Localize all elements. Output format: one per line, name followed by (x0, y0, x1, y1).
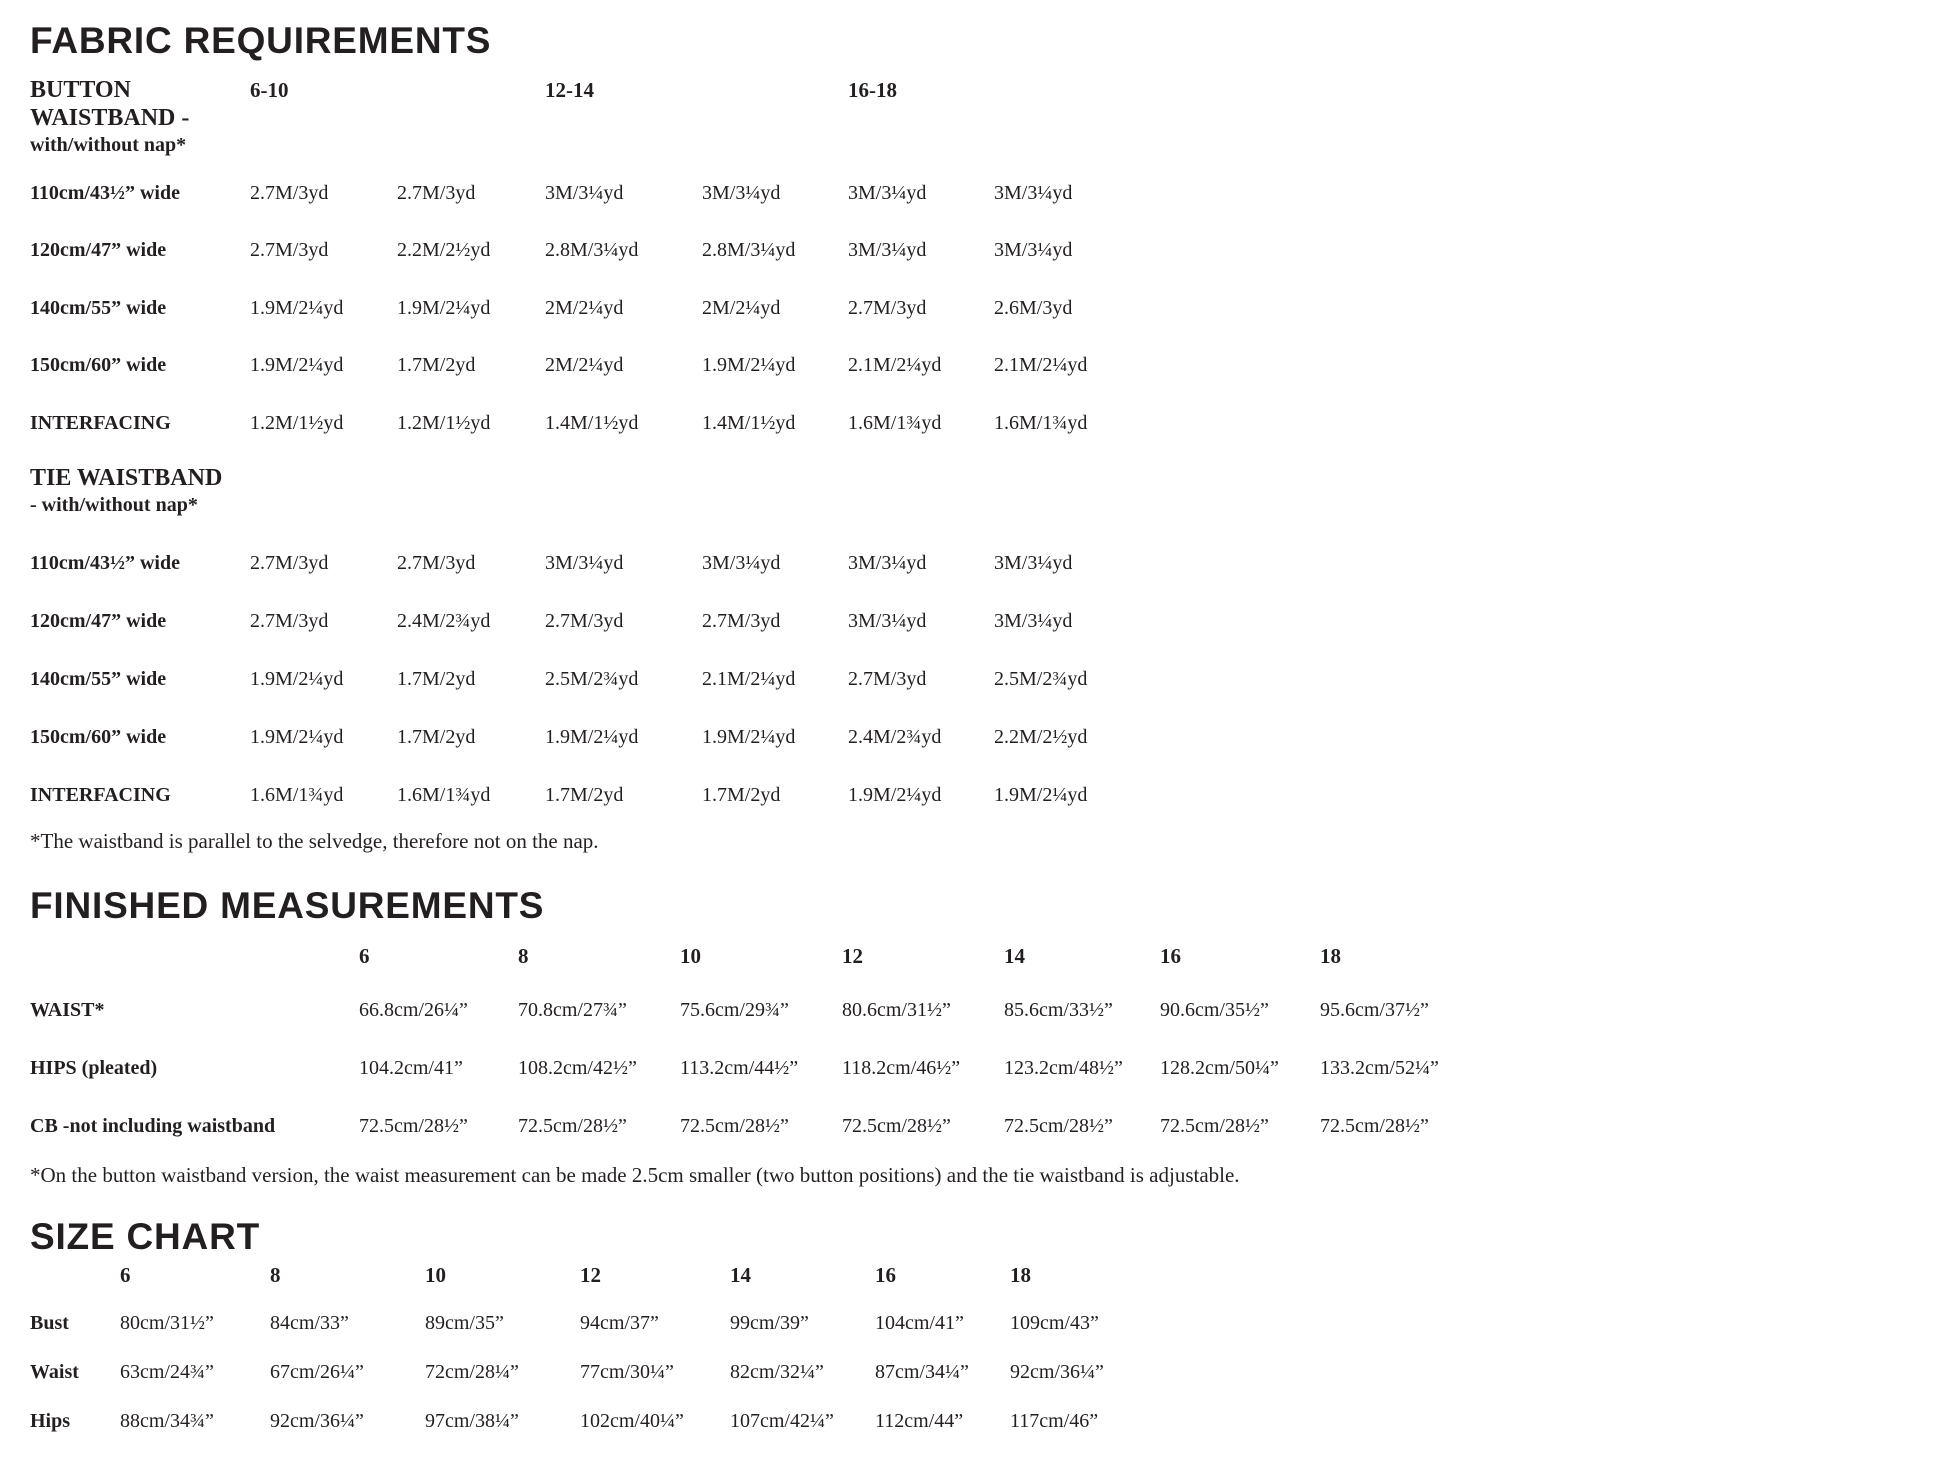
value-cell: 90.6cm/35½” (1160, 998, 1269, 1021)
value-cell: 104cm/41” (875, 1312, 964, 1334)
size-column-header: 8 (518, 943, 529, 968)
value-cell: 3M/3¼yd (848, 181, 927, 204)
value-cell: 2.7M/3yd (250, 609, 329, 632)
row-label: 110cm/43½” wide (30, 181, 180, 204)
value-cell: 95.6cm/37½” (1320, 998, 1429, 1021)
value-cell: 1.6M/1¾yd (397, 783, 491, 806)
value-cell: 128.2cm/50¼” (1160, 1056, 1279, 1079)
value-cell: 2.8M/3¼yd (702, 239, 796, 262)
section-name-subline: with/without nap* (30, 134, 187, 156)
value-cell: 72cm/28¼” (425, 1361, 519, 1383)
row-label: INTERFACING (30, 411, 171, 434)
value-cell: 2.7M/3yd (545, 609, 624, 632)
value-cell: 2.4M/2¾yd (848, 725, 942, 748)
value-cell: 2.2M/2½yd (397, 239, 491, 262)
value-cell: 1.2M/1½yd (250, 411, 344, 434)
fabric-section-name-button-waistband (30, 76, 250, 158)
size-column-header: 16 (875, 1262, 896, 1287)
value-cell: 77cm/30¼” (580, 1361, 674, 1383)
value-cell: 1.7M/2yd (702, 783, 781, 806)
size-column-header: 14 (1004, 943, 1025, 968)
size-column-header: 10 (425, 1262, 446, 1287)
finished-measurements-footnote: *On the button waistband version, the waist measurement can be made 2.5cm smaller (two button positions) and the tie waistband is adjustable. (30, 1162, 1240, 1187)
value-cell: 72.5cm/28½” (1004, 1114, 1113, 1137)
value-cell: 70.8cm/27¾” (518, 998, 627, 1021)
value-cell: 1.4M/1½yd (545, 411, 639, 434)
value-cell: 2.6M/3yd (994, 296, 1073, 319)
value-cell: 118.2cm/46½” (842, 1056, 961, 1079)
value-cell: 2.4M/2¾yd (397, 609, 491, 632)
value-cell: 2.7M/3yd (250, 551, 329, 574)
row-label: 120cm/47” wide (30, 239, 167, 262)
row-label: 120cm/47” wide (30, 609, 167, 632)
size-column-header: 6 (359, 943, 370, 968)
value-cell: 1.6M/1¾yd (994, 411, 1088, 434)
value-cell: 3M/3¼yd (994, 609, 1073, 632)
value-cell: 2.5M/2¾yd (545, 667, 639, 690)
value-cell: 89cm/35” (425, 1312, 504, 1334)
value-cell: 85.6cm/33½” (1004, 998, 1113, 1021)
value-cell: 3M/3¼yd (545, 551, 624, 574)
value-cell: 1.9M/2¼yd (250, 296, 344, 319)
value-cell: 2.7M/3yd (848, 667, 927, 690)
row-label: INTERFACING (30, 783, 171, 806)
value-cell: 72.5cm/28½” (1160, 1114, 1269, 1137)
value-cell: 72.5cm/28½” (359, 1114, 468, 1137)
row-label: Hips (30, 1410, 71, 1432)
value-cell: 72.5cm/28½” (842, 1114, 951, 1137)
section-name-line: BUTTON (30, 77, 131, 103)
size-column-header: 12 (842, 943, 863, 968)
size-column-header: 14 (730, 1262, 751, 1287)
section-name-subline: - with/without nap* (30, 493, 198, 516)
value-cell: 2.7M/3yd (397, 181, 476, 204)
value-cell: 1.7M/2yd (397, 725, 476, 748)
size-column-header: 18 (1320, 943, 1341, 968)
value-cell: 80cm/31½” (120, 1312, 214, 1334)
value-cell: 2.1M/2¼yd (994, 354, 1088, 377)
value-cell: 99cm/39” (730, 1312, 809, 1334)
value-cell: 2.7M/3yd (397, 551, 476, 574)
value-cell: 92cm/36¼” (270, 1410, 364, 1432)
value-cell: 109cm/43” (1010, 1312, 1099, 1334)
value-cell: 107cm/42¼” (730, 1410, 834, 1432)
value-cell: 1.9M/2¼yd (702, 354, 796, 377)
value-cell: 1.7M/2yd (545, 783, 624, 806)
finished-measurements-size-header (30, 942, 1906, 970)
value-cell: 75.6cm/29¾” (680, 998, 789, 1021)
value-cell: 3M/3¼yd (994, 239, 1073, 262)
value-cell: 84cm/33” (270, 1312, 349, 1334)
size-column-header: 16-18 (848, 78, 897, 102)
fabric-table-tie-waistband (30, 534, 1906, 824)
row-label: WAIST* (30, 998, 105, 1021)
value-cell: 117cm/46” (1010, 1410, 1099, 1432)
fabric-section-name-tie-waistband (30, 464, 250, 518)
value-cell: 2M/2¼yd (702, 296, 781, 319)
size-chart-size-header (30, 1261, 1906, 1289)
value-cell: 66.8cm/26¼” (359, 998, 468, 1021)
size-column-header: 8 (270, 1262, 281, 1287)
value-cell: 3M/3¼yd (848, 609, 927, 632)
fabric-section-header-button-waistband (30, 76, 1906, 158)
section-title-finished-measurements: FINISHED MEASUREMENTS (30, 884, 545, 926)
size-chart-table (30, 1299, 1906, 1446)
value-cell: 102cm/40¼” (580, 1410, 684, 1432)
value-cell: 112cm/44” (875, 1410, 964, 1432)
size-column-header: 6-10 (250, 78, 289, 102)
value-cell: 2M/2¼yd (545, 354, 624, 377)
value-cell: 72.5cm/28½” (518, 1114, 627, 1137)
value-cell: 133.2cm/52¼” (1320, 1056, 1439, 1079)
value-cell: 88cm/34¾” (120, 1410, 214, 1432)
value-cell: 1.6M/1¾yd (250, 783, 344, 806)
value-cell: 67cm/26¼” (270, 1361, 364, 1383)
value-cell: 2.1M/2¼yd (702, 667, 796, 690)
section-name-line: WAISTBAND - (30, 105, 190, 131)
row-label: Bust (30, 1312, 69, 1334)
row-label: 110cm/43½” wide (30, 551, 180, 574)
row-label: Waist (30, 1361, 79, 1383)
value-cell: 2.7M/3yd (702, 609, 781, 632)
value-cell: 2.2M/2½yd (994, 725, 1088, 748)
size-column-header: 6 (120, 1262, 131, 1287)
value-cell: 2.5M/2¾yd (994, 667, 1088, 690)
size-column-header: 16 (1160, 943, 1181, 968)
value-cell: 1.9M/2¼yd (848, 783, 942, 806)
fabric-requirements-footnote: *The waistband is parallel to the selvedge, therefore not on the nap. (30, 828, 599, 853)
fabric-section-header-tie-waistband (30, 464, 1906, 518)
size-column-header: 18 (1010, 1262, 1031, 1287)
row-label: 140cm/55” wide (30, 296, 167, 319)
value-cell: 1.9M/2¼yd (250, 725, 344, 748)
value-cell: 1.9M/2¼yd (994, 783, 1088, 806)
row-label: 150cm/60” wide (30, 725, 167, 748)
value-cell: 3M/3¼yd (848, 551, 927, 574)
value-cell: 3M/3¼yd (702, 181, 781, 204)
value-cell: 1.4M/1½yd (702, 411, 796, 434)
section-title-fabric-requirements: FABRIC REQUIREMENTS (30, 20, 492, 61)
size-column-header: 12 (580, 1262, 601, 1287)
value-cell: 72.5cm/28½” (1320, 1114, 1429, 1137)
value-cell: 94cm/37” (580, 1312, 659, 1334)
value-cell: 1.9M/2¼yd (545, 725, 639, 748)
value-cell: 80.6cm/31½” (842, 998, 951, 1021)
value-cell: 3M/3¼yd (994, 181, 1073, 204)
value-cell: 2M/2¼yd (545, 296, 624, 319)
value-cell: 104.2cm/41” (359, 1056, 463, 1079)
value-cell: 113.2cm/44½” (680, 1056, 799, 1079)
value-cell: 2.7M/3yd (250, 181, 329, 204)
value-cell: 3M/3¼yd (848, 239, 927, 262)
value-cell: 72.5cm/28½” (680, 1114, 789, 1137)
finished-measurements-table (30, 981, 1906, 1155)
value-cell: 1.9M/2¼yd (250, 667, 344, 690)
row-label: 140cm/55” wide (30, 667, 167, 690)
row-label: CB -not including waistband (30, 1114, 276, 1137)
value-cell: 97cm/38¼” (425, 1410, 519, 1432)
value-cell: 3M/3¼yd (994, 551, 1073, 574)
value-cell: 63cm/24¾” (120, 1361, 214, 1383)
value-cell: 1.9M/2¼yd (397, 296, 491, 319)
value-cell: 1.2M/1½yd (397, 411, 491, 434)
value-cell: 1.6M/1¾yd (848, 411, 942, 434)
value-cell: 2.8M/3¼yd (545, 239, 639, 262)
fabric-table-button-waistband (30, 164, 1906, 452)
value-cell: 108.2cm/42½” (518, 1056, 637, 1079)
value-cell: 2.1M/2¼yd (848, 354, 942, 377)
row-label: HIPS (pleated) (30, 1056, 158, 1079)
value-cell: 123.2cm/48½” (1004, 1056, 1123, 1079)
section-title-size-chart: SIZE CHART (30, 1215, 260, 1257)
value-cell: 92cm/36¼” (1010, 1361, 1104, 1383)
size-column-header: 10 (680, 943, 701, 968)
value-cell: 3M/3¼yd (545, 181, 624, 204)
value-cell: 1.7M/2yd (397, 667, 476, 690)
size-column-header: 12-14 (545, 78, 594, 102)
value-cell: 3M/3¼yd (702, 551, 781, 574)
section-name-line: TIE WAISTBAND (30, 464, 223, 491)
value-cell: 82cm/32¼” (730, 1361, 824, 1383)
value-cell: 2.7M/3yd (250, 239, 329, 262)
row-label: 150cm/60” wide (30, 354, 167, 377)
value-cell: 87cm/34¼” (875, 1361, 969, 1383)
value-cell: 1.7M/2yd (397, 354, 476, 377)
value-cell: 2.7M/3yd (848, 296, 927, 319)
value-cell: 1.9M/2¼yd (702, 725, 796, 748)
value-cell: 1.9M/2¼yd (250, 354, 344, 377)
